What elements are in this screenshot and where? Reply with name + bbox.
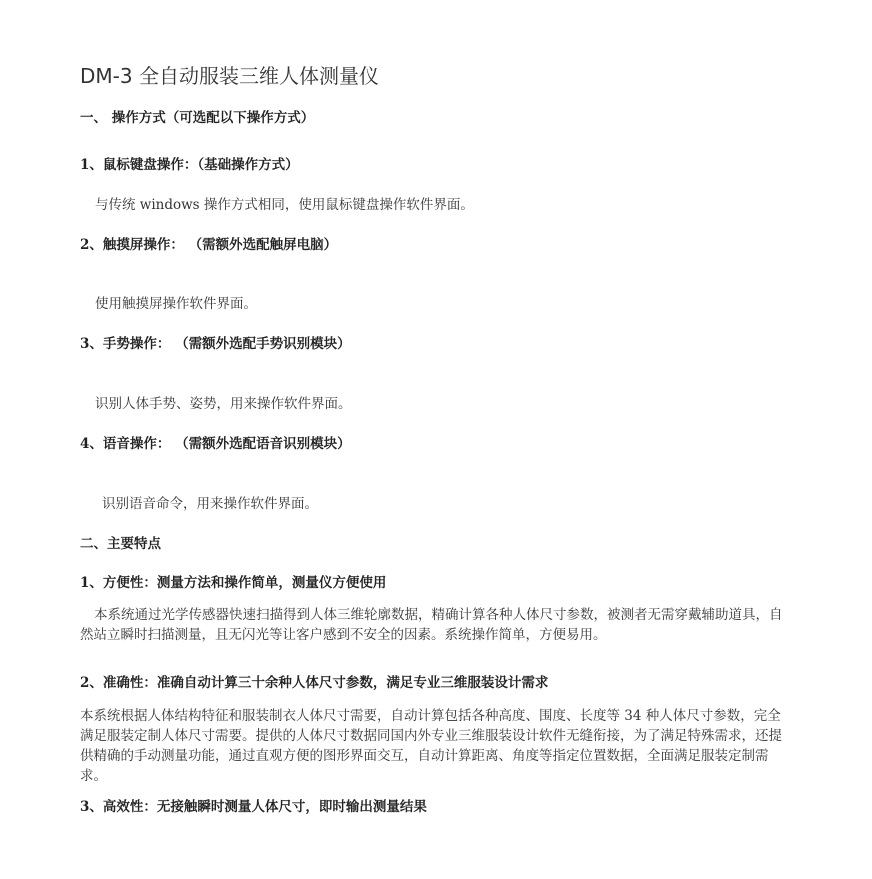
section1-item2-heading: 2、触摸屏操作： （需额外选配触屏电脑） xyxy=(80,237,338,253)
section1-item3-text: 识别人体手势、姿势，用来操作软件界面。 xyxy=(95,396,352,412)
section1-item4-text: 识别语音命令，用来操作软件界面。 xyxy=(102,496,318,512)
section2-item1-text: 本系统通过光学传感器快速扫描得到人体三维轮廓数据，精确计算各种人体尺寸参数，被测者无需穿戴辅助道具，自然站立瞬时扫描测量，且无闪光等让客户感到不安全的因素。系统操作简单，方便易用。 xyxy=(80,607,783,643)
page-title: DM-3 全自动服装三维人体测量仪 xyxy=(80,64,379,88)
section1-item3-heading: 3、手势操作： （需额外选配手势识别模块） xyxy=(80,336,351,352)
section1-item1-heading: 1、鼠标键盘操作：（基础操作方式） xyxy=(80,157,299,173)
section2-item3-heading: 3、高效性：无接触瞬时测量人体尺寸，即时输出测量结果 xyxy=(80,799,427,815)
section2-item2-heading: 2、准确性：准确自动计算三十余种人体尺寸参数，满足专业三维服装设计需求 xyxy=(80,675,549,691)
section1-item2-text: 使用触摸屏操作软件界面。 xyxy=(95,296,257,312)
section1-item1-text: 与传统 windows 操作方式相同，使用鼠标键盘操作软件界面。 xyxy=(95,197,474,213)
section1-heading: 一、 操作方式（可选配以下操作方式） xyxy=(80,110,315,126)
section1-item4-heading: 4、语音操作： （需额外选配语音识别模块） xyxy=(80,436,351,452)
section2-item2-text: 本系统根据人体结构特征和服装制衣人体尺寸需要，自动计算包括各种高度、围度、长度等 34 种人体尺寸参数，完全满足服装定制人体尺寸需要。提供的人体尺寸数据同国内外专业三维服装设计软件无缝衔接，为了满足特殊需求，还提供精确的手动测量功能，通过直观方便的图形界面交互，自动计算距离、角度等指定位置数据，全面满足服装定制需求。 xyxy=(80,708,782,784)
section2-heading: 二、主要特点 xyxy=(80,536,161,552)
section2-item1-heading: 1、方便性：测量方法和操作简单，测量仪方便使用 xyxy=(80,575,387,591)
